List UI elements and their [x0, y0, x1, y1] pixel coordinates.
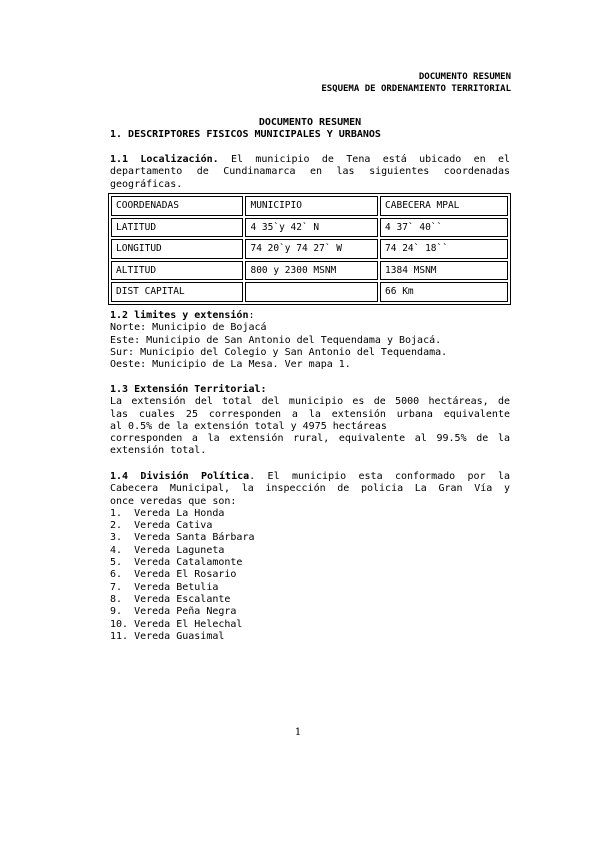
table-header-cell: MUNICIPIO: [245, 196, 378, 216]
limites-line: Norte: Municipio de Bojacá: [110, 322, 267, 334]
division-line-3: once veredas que son:: [110, 495, 237, 507]
limites-heading: 1.2 limites y extensión: [110, 310, 249, 321]
table-cell: [245, 282, 378, 302]
extension-heading: 1.3 Extensión Territorial:: [110, 384, 267, 395]
list-item: 3. Vereda Santa Bárbara: [110, 532, 255, 544]
extension-line: las cuales 25 corresponden a la extensión urbana equivalente: [110, 408, 510, 420]
table-row: [111, 239, 508, 259]
page-number: 1: [294, 727, 302, 738]
table-row: [111, 218, 508, 238]
localizacion-line-3: geográficas.: [110, 178, 183, 190]
list-item: 11. Vereda Guasimal: [110, 630, 225, 642]
table-header-cell: CABECERA MPAL: [380, 196, 508, 216]
header-line-1: DOCUMENTO RESUMEN: [418, 72, 511, 82]
table-cell: 1384 MSNM: [380, 261, 508, 281]
coordinates-table: [108, 193, 511, 305]
table-cell: 66 Km: [380, 282, 508, 302]
list-item: 5. Vereda Catalamonte: [110, 557, 243, 569]
table-row: [111, 282, 508, 302]
list-item: 2. Vereda Cativa: [110, 520, 213, 532]
division-line-2: Cabecera Municipal, la inspección de policia La Gran Vía y: [110, 483, 510, 495]
table-header-cell: COORDENADAS: [111, 196, 243, 216]
table-cell: ALTITUD: [111, 261, 243, 281]
limites-line: Oeste: Municipio de La Mesa. Ver mapa 1.: [110, 359, 351, 371]
table-cell: LATITUD: [111, 218, 243, 238]
list-item: 4. Vereda Laguneta: [110, 544, 225, 556]
extension-paragraph: [110, 384, 510, 458]
list-item: 8. Vereda Escalante: [110, 593, 231, 605]
table-cell: LONGITUD: [111, 239, 243, 259]
localizacion-line-2: departamento de Cundinamarca en las siguientes coordenadas: [110, 166, 510, 178]
table-row: [111, 261, 508, 281]
document-title: DOCUMENTO RESUMEN: [258, 117, 362, 128]
table-cell: 800 y 2300 MSNM: [245, 261, 378, 281]
table-cell: DIST CAPITAL: [111, 282, 243, 302]
limites-paragraph: [110, 310, 510, 371]
list-item: 10. Vereda El Helechal: [110, 618, 243, 630]
table-cell: 4 37` 40``: [380, 218, 508, 238]
list-item: 6. Vereda El Rosario: [110, 569, 237, 581]
list-item: 1. Vereda La Honda: [110, 507, 225, 519]
division-paragraph: [110, 471, 510, 643]
limites-line: Este: Municipio de San Antonio del Tequendama y Bojacá.: [110, 334, 442, 346]
extension-line: extensión total.: [110, 445, 207, 457]
list-item: 7. Vereda Betulia: [110, 581, 219, 593]
section-title: 1. DESCRIPTORES FISICOS MUNICIPALES Y URBANOS: [110, 129, 381, 140]
table-header-row: [111, 196, 508, 216]
localizacion-line-1: 1.1 Localización. El municipio de Tena está ubicado en el: [110, 154, 510, 165]
limites-line: Sur: Municipio del Colegio y San Antonio del Tequendama.: [110, 346, 448, 358]
extension-line: corresponden a la extensión rural, equivalente al 99.5% de la: [110, 433, 510, 445]
table-cell: 74 20`y 74 27` W: [245, 239, 378, 259]
list-item: 9. Vereda Peña Negra: [110, 606, 237, 618]
division-line-1: 1.4 División Política. El municipio esta conformado por la: [110, 471, 511, 482]
extension-line: al 0.5% de la extensión total y 4975 hectáreas: [110, 420, 387, 432]
localizacion-paragraph: [110, 154, 510, 191]
localizacion-heading: 1.1 Localización.: [110, 154, 219, 165]
extension-line: La extensión del total del municipio es de 5000 hectáreas, de: [110, 396, 510, 408]
limites-heading-line: 1.2 limites y extensión:: [110, 310, 255, 321]
header-line-2: ESQUEMA DE ORDENAMIENTO TERRITORIAL: [321, 84, 511, 94]
table-cell: 74 24` 18``: [380, 239, 508, 259]
table-cell: 4 35`y 42` N: [245, 218, 378, 238]
division-heading: 1.4 División Política: [110, 471, 250, 482]
